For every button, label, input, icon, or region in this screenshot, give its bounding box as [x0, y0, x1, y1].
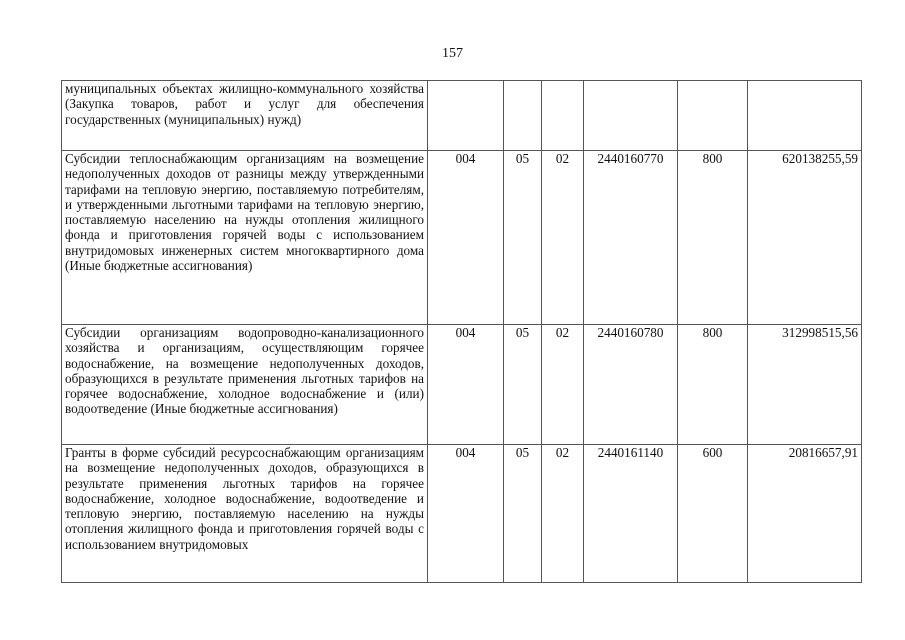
table-row	[62, 325, 862, 445]
target-article-code	[584, 81, 678, 151]
row-description: Гранты в форме субсидий ресурсоснабжающим организациям на возмещение недополученных доходов, образующихся в результате применения льготных тарифов на горячее водоснабжение, холодное водоснабжение, водоотведение и тепловую энергию, поставляемую населению на нужды отопления жилищного фонда и приготовления горячей воды с использованием внутридомовых	[62, 445, 428, 583]
expense-type-code: 800	[678, 151, 748, 325]
section-code: 05	[504, 445, 542, 583]
ministry-code: 004	[428, 445, 504, 583]
subsection-code: 02	[542, 151, 584, 325]
table-row	[62, 151, 862, 325]
ministry-code	[428, 81, 504, 151]
expense-type-code: 600	[678, 445, 748, 583]
amount: 20816657,91	[748, 445, 862, 583]
target-article-code: 2440160780	[584, 325, 678, 445]
subsection-code	[542, 81, 584, 151]
subsection-code: 02	[542, 445, 584, 583]
row-description: Субсидии организациям водопроводно-канализационного хозяйства и организациям, осуществляющим горячее водоснабжение, на возмещение недополученных доходов, образующихся в результате применения льготных тарифов на горячее водоснабжение, холодное водоснабжение и (или) водоотведение (Иные бюджетные ассигнования)	[62, 325, 428, 445]
section-code	[504, 81, 542, 151]
amount: 312998515,56	[748, 325, 862, 445]
ministry-code: 004	[428, 325, 504, 445]
row-description: муниципальных объектах жилищно-коммунального хозяйства (Закупка товаров, работ и услуг для обеспечения государственных (муниципальных) нужд)	[62, 81, 428, 151]
amount	[748, 81, 862, 151]
section-code: 05	[504, 151, 542, 325]
row-description: Субсидии теплоснабжающим организациям на возмещение недополученных доходов от разницы между утвержденными тарифами на тепловую энергию, поставляемую потребителям, и утвержденными льготными тарифами на тепловую энергию, поставляемую населению на нужды отопления жилищного фонда и приготовления горячей воды с использованием внутридомовых инженерных систем многоквартирного дома (Иные бюджетные ассигнования)	[62, 151, 428, 325]
expense-type-code: 800	[678, 325, 748, 445]
target-article-code: 2440161140	[584, 445, 678, 583]
section-code: 05	[504, 325, 542, 445]
page-number: 157	[442, 46, 463, 61]
expense-type-code	[678, 81, 748, 151]
table-row	[62, 445, 862, 583]
amount: 620138255,59	[748, 151, 862, 325]
budget-table	[61, 80, 862, 583]
target-article-code: 2440160770	[584, 151, 678, 325]
subsection-code: 02	[542, 325, 584, 445]
ministry-code: 004	[428, 151, 504, 325]
table-row	[62, 81, 862, 151]
